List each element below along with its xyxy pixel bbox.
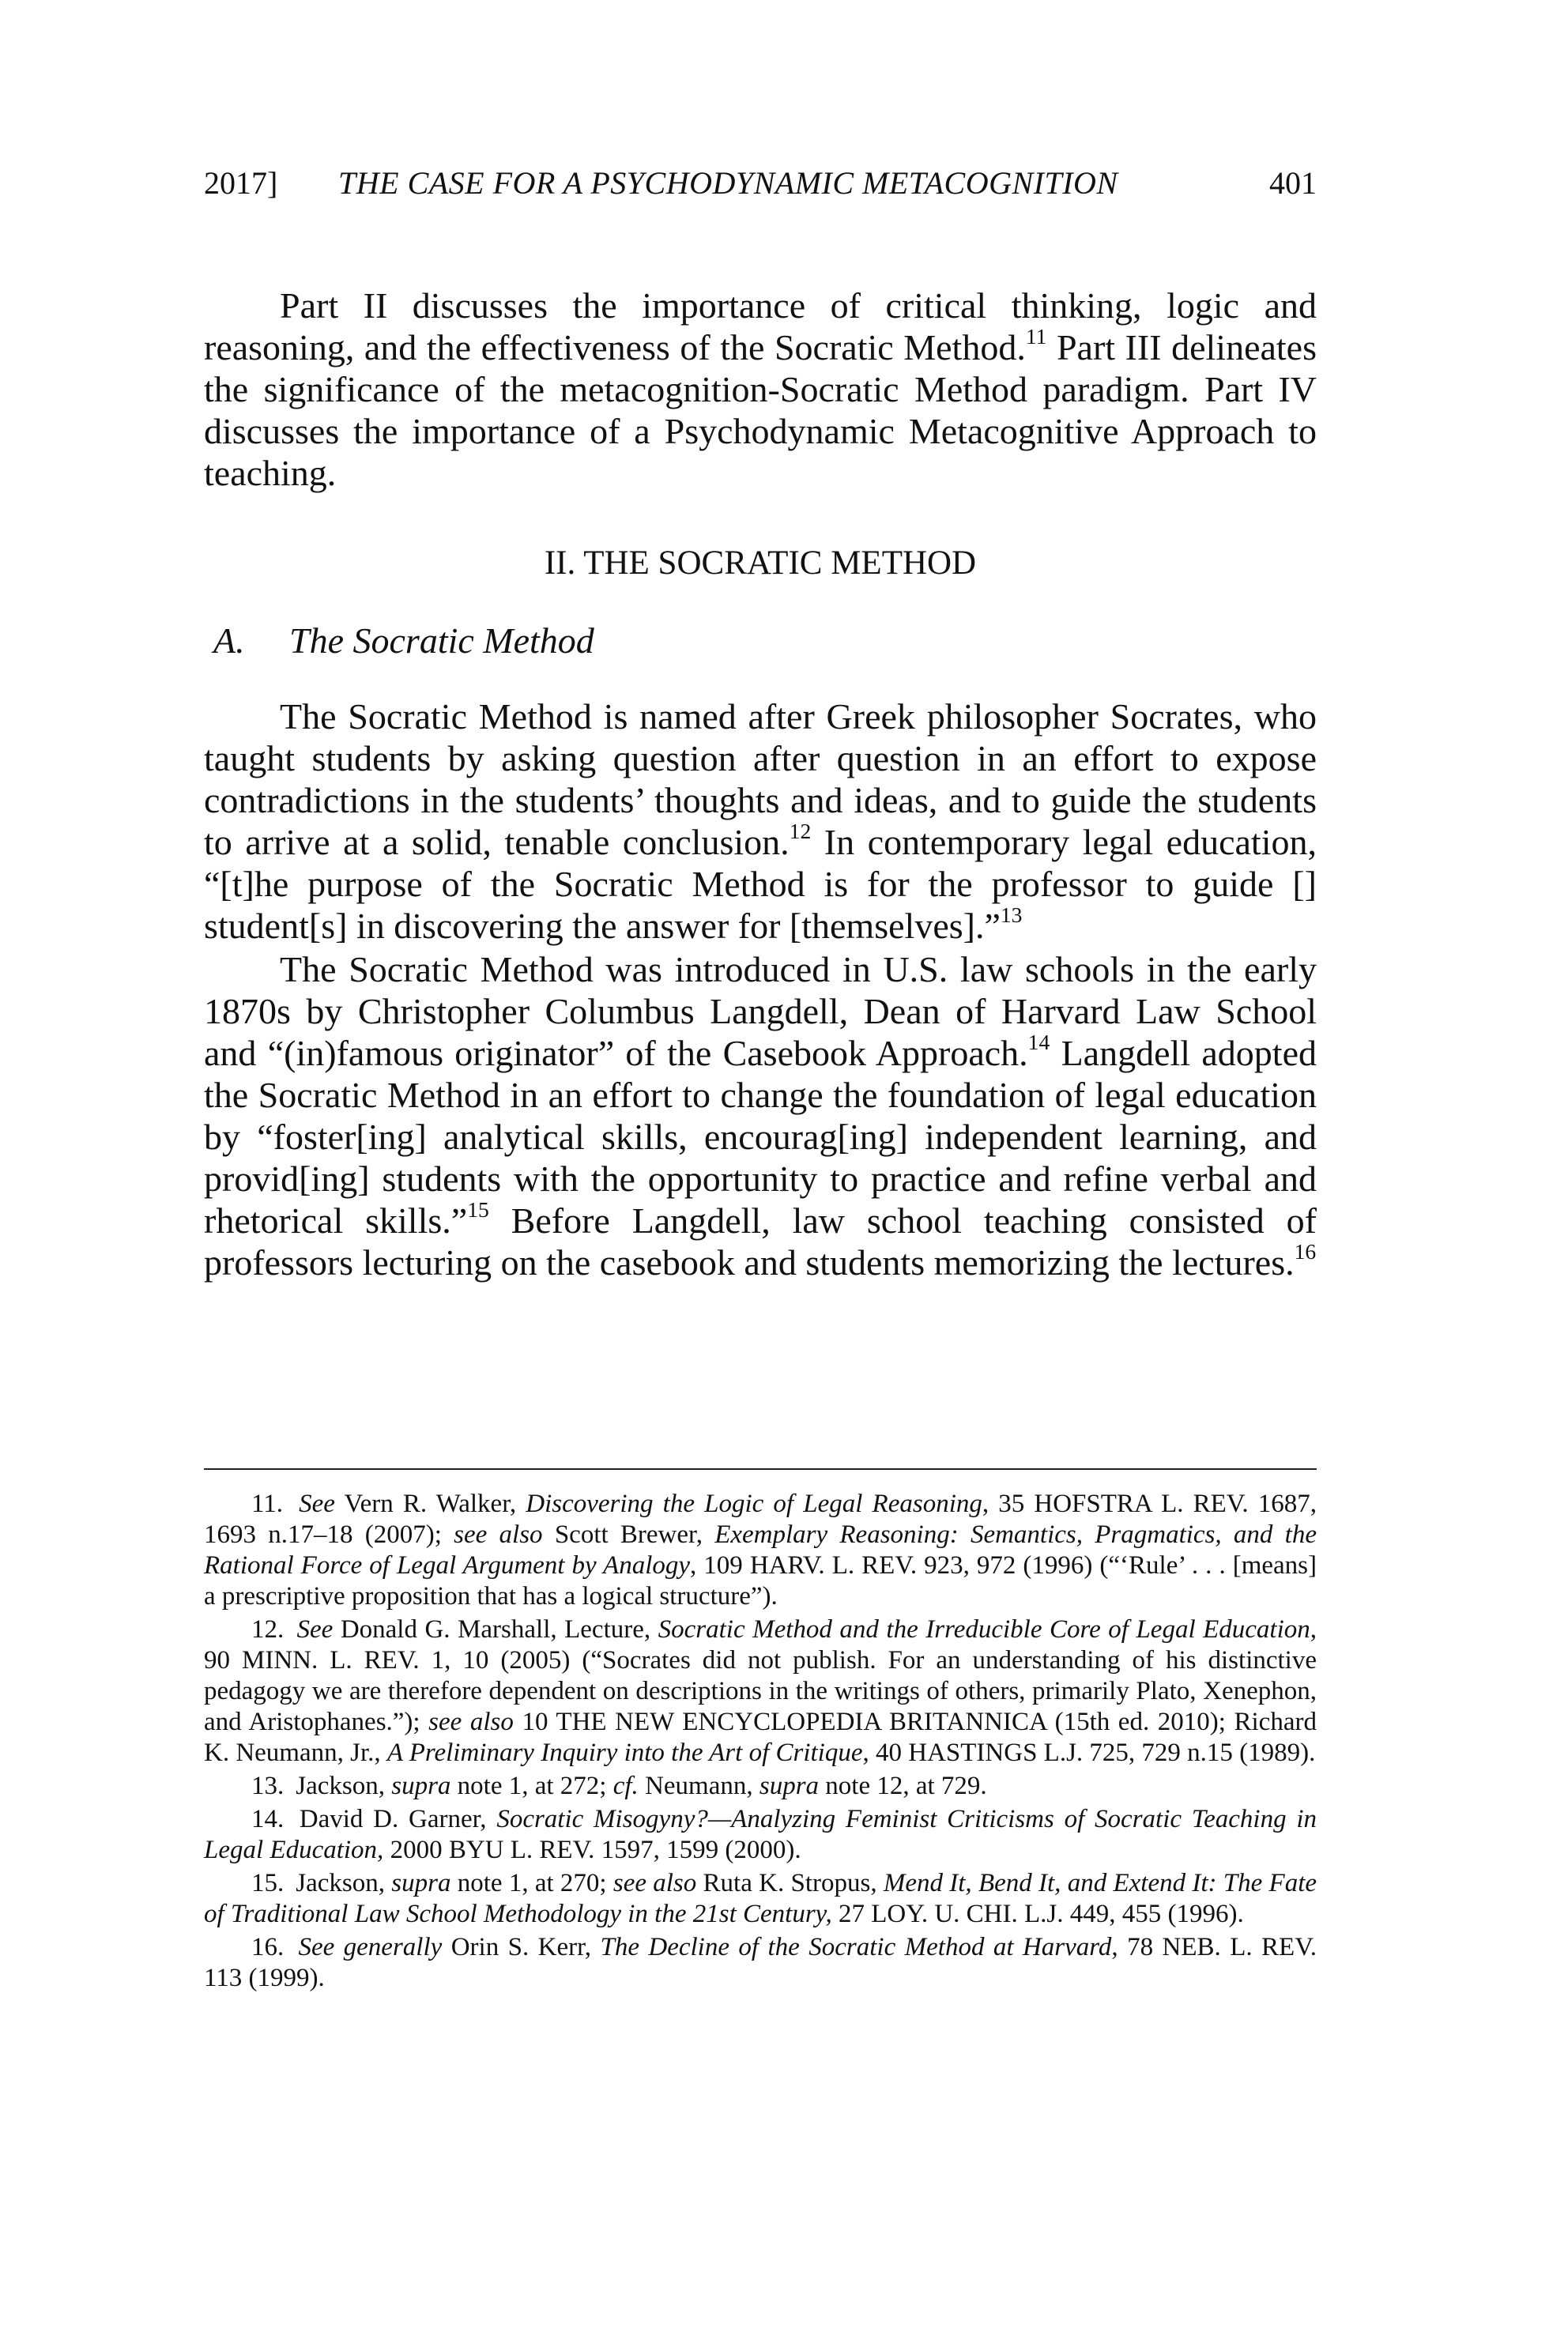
fn12-title: Socratic Method and the Irreducible Core of Legal Education [658,1615,1310,1644]
header-title: THE CASE FOR A PSYCHODYNAMIC METACOGNITION [338,165,1118,201]
header-year: 2017] [204,165,278,201]
fn13-supra-2: supra [759,1772,820,1800]
para1-text-2: In contemporary legal education, “[t]he purpose of the Socratic Method is for the professor to guide [] student[s] in discovering the answer for [themselves].” [204,822,1317,946]
footnote-ref-16[interactable]: 16 [1294,1238,1317,1264]
body-paragraph-2 [204,948,1317,1283]
fn13-supra: supra [391,1772,451,1800]
subsection-title: The Socratic Method [289,620,594,661]
footnote-12 [204,1614,1317,1769]
footnote-14 [204,1804,1317,1866]
footnote-number: 12. [251,1615,285,1644]
fn15-supra: supra [391,1869,451,1897]
fn15-citation: note 1, at 270; [450,1869,613,1897]
footnotes [204,1489,1317,1996]
running-header [204,164,1317,212]
fn13-signal: cf. [612,1772,639,1800]
footnote-ref-13[interactable]: 13 [1000,902,1023,927]
para2-text-2: Langdell adopted the Socratic Method in an effort to change the foundation of legal education by “foster[ing] analytical skills, encourag[ing] independent learning, and provid[ing] students with the opportunity to practice and refine verbal and rhetorical skills.” [204,1033,1317,1241]
footnote-ref-12[interactable]: 12 [789,818,812,843]
footnote-ref-15[interactable]: 15 [467,1196,489,1222]
fn13-citation: note 1, at 272; [450,1772,613,1800]
fn11-author-2: Scott Brewer, [542,1520,715,1549]
fn13-author-2: Neumann, [638,1772,760,1800]
footnote-number: 11. [251,1490,284,1518]
fn15-citation-2: 27 LOY. U. CHI. L.J. 449, 455 (1996). [831,1900,1244,1928]
fn15-signal: see also [612,1869,697,1897]
fn11-citation: , 35 HOFSTRA L. REV. 1687, 1693 n.17–18 (2007); [204,1490,1317,1549]
body-paragraph-1 [204,695,1317,947]
fn12-signal-2: see also [428,1708,514,1736]
fn12-title-2: A Preliminary Inquiry into the Art of Critique [386,1739,863,1767]
fn15-author-2: Ruta K. Stropus, [696,1869,884,1897]
para1-text-1: The Socratic Method is named after Greek philosopher Socrates, who taught students by asking question after question in an effort to expose contradictions in the students’ thoughts and ideas, and to guide the students to arrive at a solid, tenable conclusion. [204,696,1317,862]
fn12-author: Donald G. Marshall, Lecture, [333,1615,658,1644]
fn14-author: David D. Garner, [299,1805,497,1833]
para2-text-3: Before Langdell, law school teaching consisted of professors lecturing on the casebook and students memorizing the lectures. [204,1200,1317,1283]
fn12-citation: , 90 MINN. L. REV. 1, 10 (2005) (“Socrates did not publish. For an understanding of his distinctive pedagogy we are therefore dependent on descriptions in the writings of others, primarily Plato, Xenephon, and Aristophanes.”); [204,1615,1317,1736]
footnote-number: 15. [251,1869,285,1897]
fn12-citation-2: 10 THE NEW ENCYCLOPEDIA BRITANNICA (15th ed. 2010); Richard K. Neumann, Jr., [204,1708,1317,1767]
subsection-label: A. [213,620,245,661]
subsection-heading [213,620,594,661]
footnote-16 [204,1932,1317,1994]
fn16-title: The Decline of the Socratic Method at Harvard [600,1933,1112,1961]
footnote-number: 13. [251,1772,285,1800]
fn14-title: Socratic Misogyny?—Analyzing Feminist Criticisms of Socratic Teaching in Legal Education, [204,1805,1317,1864]
fn11-author: Vern R. Walker, [334,1490,526,1518]
footnote-divider [204,1468,1317,1470]
fn11-title-2: Exemplary Reasoning: Semantics, Pragmatics, and the Rational Force of Legal Argument by Analogy [204,1520,1317,1580]
fn16-citation: , 78 NEB. L. REV. 113 (1999). [204,1933,1317,1992]
footnote-11 [204,1489,1317,1612]
fn13-author: Jackson, [296,1772,392,1800]
fn12-signal: See [296,1615,334,1644]
fn13-citation-2: note 12, at 729. [819,1772,987,1800]
intro-text-1: Part II discusses the importance of critical thinking, logic and reasoning, and the effectiveness of the Socratic Method. [204,285,1317,367]
fn15-title: Mend It, Bend It, and Extend It: The Fate of Traditional Law School Methodology in the 21st Century, [204,1869,1317,1928]
para2-text-1: The Socratic Method was introduced in U.S. law schools in the early 1870s by Christopher Columbus Langdell, Dean of Harvard Law School and “(in)famous originator” of the Casebook Approach. [204,949,1317,1073]
fn12-citation-3: , 40 HASTINGS L.J. 725, 729 n.15 (1989). [862,1739,1316,1767]
fn11-signal-2: see also [454,1520,543,1549]
fn11-signal: See [299,1490,335,1518]
section-heading: II. THE SOCRATIC METHOD [544,544,977,582]
page-number: 401 [1269,165,1317,201]
fn11-citation-2: , 109 HARV. L. REV. 923, 972 (1996) (“‘Rule’ . . . [means] a prescriptive proposition that has a logical structure”). [204,1551,1317,1611]
fn14-citation: 2000 BYU L. REV. 1597, 1599 (2000). [383,1836,801,1864]
intro-paragraph [204,284,1317,494]
footnote-ref-11[interactable]: 11 [1025,323,1047,349]
footnote-number: 14. [251,1805,285,1833]
fn11-title: Discovering the Logic of Legal Reasoning [526,1490,982,1518]
footnote-number: 16. [251,1933,285,1961]
footnote-15 [204,1868,1317,1930]
intro-text-2: Part III delineates the significance of the metacognition-Socratic Method paradigm. Part IV discusses the importance of a Psychodynamic Metacognitive Approach to teaching. [204,327,1317,493]
fn16-signal: See generally [298,1933,443,1961]
fn15-author: Jackson, [296,1869,392,1897]
footnote-ref-14[interactable]: 14 [1027,1029,1050,1054]
fn16-author: Orin S. Kerr, [442,1933,601,1961]
footnote-13 [204,1771,1317,1802]
